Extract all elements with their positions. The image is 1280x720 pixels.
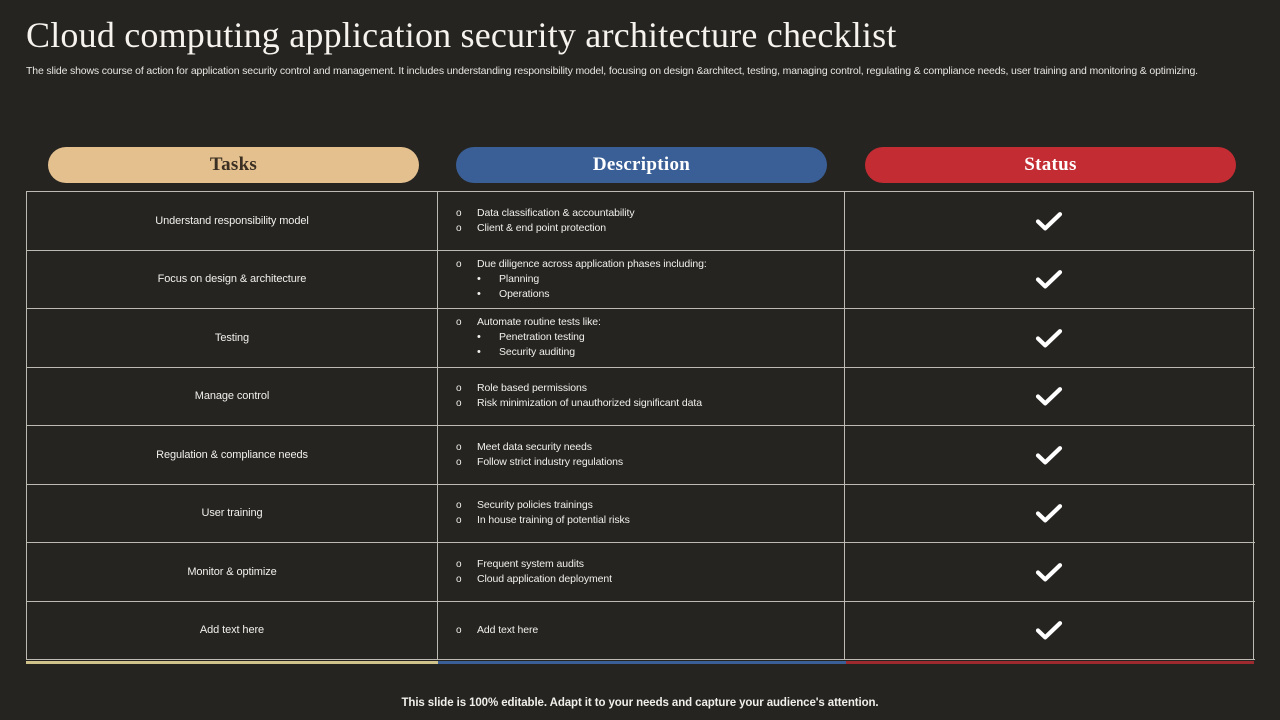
- bullet-text: Planning: [499, 272, 540, 285]
- bullet-marker-icon: o: [456, 317, 462, 329]
- description-bullet: [456, 221, 834, 236]
- bullet-marker-icon: •: [477, 272, 481, 285]
- bullet-text: Add text here: [477, 623, 539, 636]
- bullet-marker-icon: o: [456, 624, 462, 636]
- column-accent-bars: [26, 661, 1254, 664]
- task-cell: Monitor & optimize: [27, 543, 438, 601]
- column-header-tasks[interactable]: Tasks: [48, 147, 419, 183]
- table-row: [27, 426, 1255, 485]
- bullet-text: Role based permissions: [477, 382, 587, 395]
- description-bullet: [456, 572, 834, 587]
- description-cell: [438, 368, 845, 426]
- table-row: [27, 309, 1255, 368]
- description-bullet: [456, 206, 834, 221]
- slide-header: [26, 12, 1258, 79]
- task-cell: Add text here: [27, 602, 438, 660]
- column-header-description[interactable]: Description: [456, 147, 827, 183]
- bullet-marker-icon: o: [456, 207, 462, 219]
- accent-bar-status: [846, 661, 1254, 664]
- bullet-marker-icon: •: [477, 287, 481, 300]
- bullet-text: Client & end point protection: [477, 221, 607, 234]
- task-cell: User training: [27, 485, 438, 543]
- table-row: [27, 251, 1255, 310]
- check-icon: [1035, 561, 1063, 583]
- bullet-text: Cloud application deployment: [477, 572, 612, 585]
- bullet-marker-icon: •: [477, 346, 481, 359]
- bullet-text: Security auditing: [499, 346, 575, 359]
- column-header-status[interactable]: Status: [865, 147, 1236, 183]
- description-bullet: [456, 315, 834, 330]
- check-icon: [1035, 502, 1063, 524]
- description-bullet: [456, 381, 834, 396]
- bullet-marker-icon: o: [456, 573, 462, 585]
- description-bullet: [456, 396, 834, 411]
- task-cell: Understand responsibility model: [27, 192, 438, 250]
- status-cell: [845, 368, 1254, 426]
- bullet-marker-icon: o: [456, 383, 462, 395]
- task-cell: Focus on design & architecture: [27, 251, 438, 309]
- bullet-marker-icon: •: [477, 331, 481, 344]
- description-bullet: [456, 330, 834, 345]
- bullet-marker-icon: o: [456, 456, 462, 468]
- bullet-marker-icon: o: [456, 558, 462, 570]
- bullet-marker-icon: o: [456, 500, 462, 512]
- description-cell: [438, 251, 845, 309]
- description-bullet: [456, 287, 834, 302]
- table-row: [27, 543, 1255, 602]
- status-cell: [845, 602, 1254, 660]
- description-cell: [438, 602, 845, 660]
- status-cell: [845, 485, 1254, 543]
- status-cell: [845, 543, 1254, 601]
- bullet-text: Frequent system audits: [477, 557, 584, 570]
- accent-bar-description: [438, 661, 846, 664]
- description-cell: [438, 309, 845, 367]
- check-icon: [1035, 619, 1063, 641]
- bullet-text: Operations: [499, 287, 550, 300]
- description-bullet: [456, 557, 834, 572]
- slide-subtitle: The slide shows course of action for application security control and management. It includes understanding responsibility model, focusing on design &architect, testing, managing control, regulating & compliance needs, user training and monitoring & optimizing.: [26, 65, 1198, 77]
- check-icon: [1035, 268, 1063, 290]
- checklist-table: [26, 191, 1254, 660]
- description-cell: [438, 426, 845, 484]
- check-icon: [1035, 210, 1063, 232]
- check-icon: [1035, 444, 1063, 466]
- bullet-text: Risk minimization of unauthorized significant data: [477, 397, 702, 410]
- table-row: [27, 485, 1255, 544]
- bullet-text: Data classification & accountability: [477, 206, 635, 219]
- table-row: [27, 192, 1255, 251]
- bullet-text: Security policies trainings: [477, 499, 593, 512]
- bullet-text: Penetration testing: [499, 331, 585, 344]
- status-cell: [845, 251, 1254, 309]
- description-cell: [438, 192, 845, 250]
- bullet-text: In house training of potential risks: [477, 514, 630, 527]
- description-cell: [438, 485, 845, 543]
- bullet-text: Follow strict industry regulations: [477, 455, 623, 468]
- description-bullet: [456, 513, 834, 528]
- column-header-pills: [26, 147, 1254, 183]
- bullet-marker-icon: o: [456, 222, 462, 234]
- check-icon: [1035, 327, 1063, 349]
- bullet-marker-icon: o: [456, 441, 462, 453]
- page-title: Cloud computing application security architecture checklist: [26, 15, 897, 55]
- description-bullet: [456, 272, 834, 287]
- description-bullet: [456, 455, 834, 470]
- description-bullet: [456, 498, 834, 513]
- task-cell: Manage control: [27, 368, 438, 426]
- status-cell: [845, 426, 1254, 484]
- status-cell: [845, 309, 1254, 367]
- status-cell: [845, 192, 1254, 250]
- slide-footer-note: This slide is 100% editable. Adapt it to your needs and capture your audience's attention.: [401, 697, 879, 709]
- description-bullet: [456, 345, 834, 360]
- bullet-text: Automate routine tests like:: [477, 316, 601, 329]
- table-row: [27, 602, 1255, 661]
- description-bullet: [456, 257, 834, 272]
- task-cell: Regulation & compliance needs: [27, 426, 438, 484]
- table-row: [27, 368, 1255, 427]
- task-cell: Testing: [27, 309, 438, 367]
- description-bullet: [456, 440, 834, 455]
- bullet-text: Due diligence across application phases including:: [477, 257, 707, 270]
- description-bullet: [456, 623, 834, 638]
- check-icon: [1035, 385, 1063, 407]
- description-cell: [438, 543, 845, 601]
- bullet-marker-icon: o: [456, 258, 462, 270]
- bullet-marker-icon: o: [456, 515, 462, 527]
- bullet-text: Meet data security needs: [477, 440, 592, 453]
- bullet-marker-icon: o: [456, 398, 462, 410]
- accent-bar-tasks: [26, 661, 438, 664]
